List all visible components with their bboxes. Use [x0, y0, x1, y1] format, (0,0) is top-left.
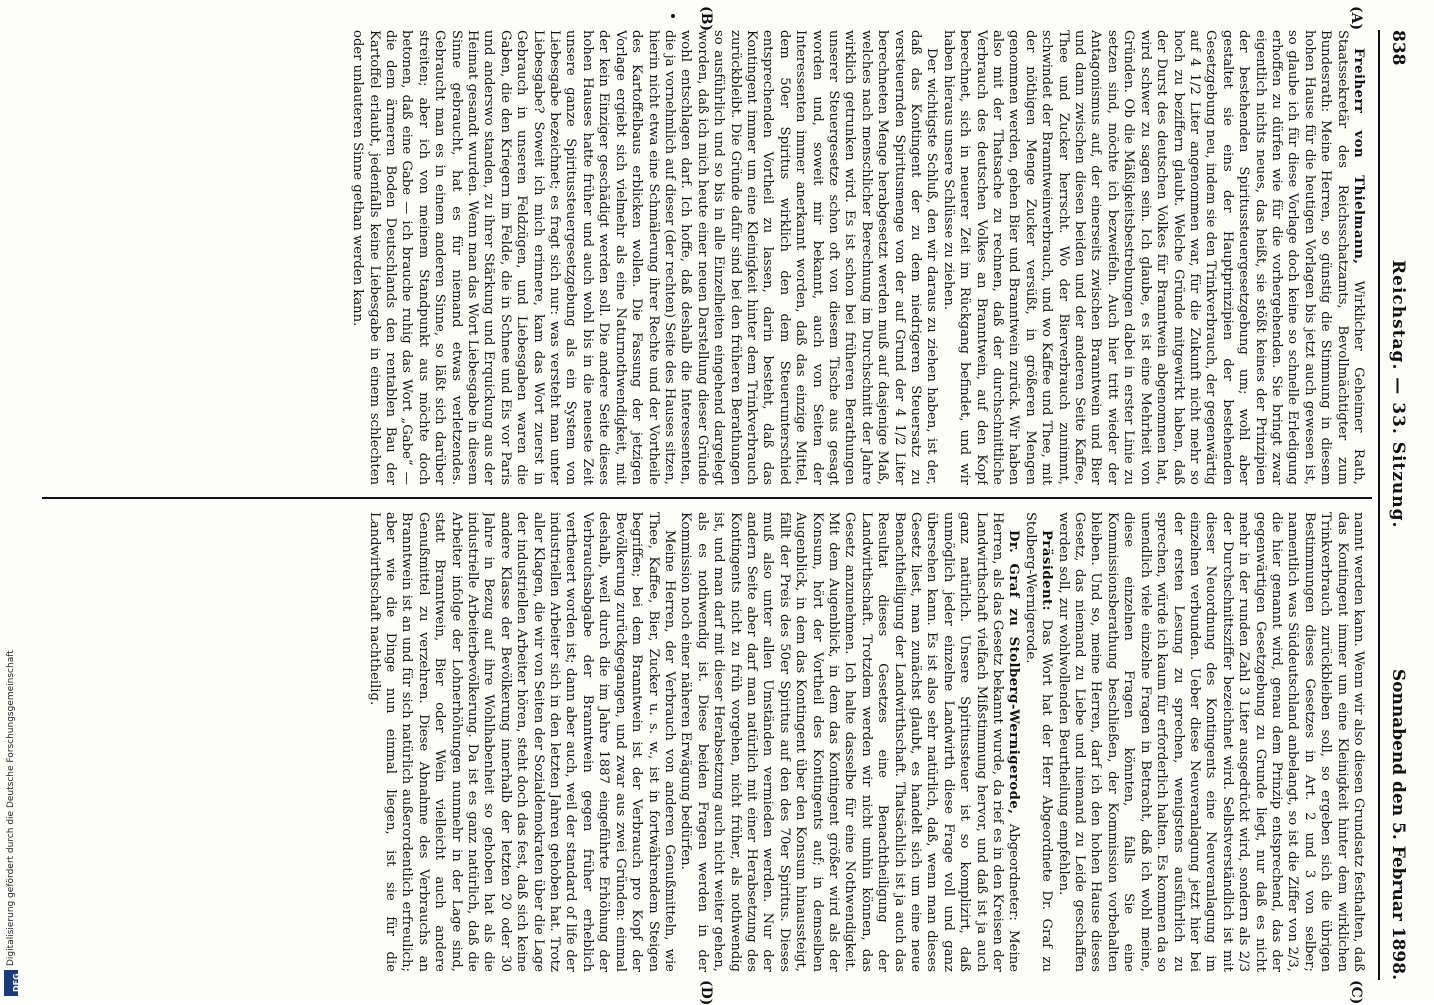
speaker-name: Freiherr von Thielmann, — [1351, 48, 1366, 265]
page-date: Sonnabend den 5. Februar 1898. — [1388, 668, 1408, 980]
paragraph-text: Der wichtigste Schluß, den wir daraus zu ziehen haben, ist der, daß das Kontingent der zu dem niedrigeren Steuersatz zu versteuernden Spiritusmenge von der auf Grund der 4 1/2 Liter berechneten Menge herabgesetzt werden muß auf dasjenige Maß, welches nach menschlicher Berechnung im Durchschnitt der Jahre wirklich getrunken wird. Es ist schon bei früheren Berathungen unserer Steuergesetze schon oft von diesem Tische aus gesagt worden und, soweit mir bekannt, auch von Seiten der Interessenten immer anerkannt worden, daß das einzige Mittel, dem 50er Spiritus wirklich den dem Steuerunterschied entsprechenden Vortheil zu lassen, darin besteht, daß das Kontingent immer um eine Kleinigkeit hinter dem Trinkverbrauch zurückbleibt. Die Gründe dafür sind bei den früheren Berathungen so ausführlich und so bis in alle Einzelheiten eingehend dargelegt worden, daß ich mich heute einer neuen Darstellung dieser Gründe wohl entschlagen darf. Ich hoffe, daß deshalb die Interessenten, die ja vornehmlich auf dieser (der rechten) Seite des Hauses sitzen, hierin nicht etwa eine Schmälerung ihrer Rechte und der Vortheile des Kartoffelbaus erblicken wollen. Die Fassung der jetzigen Vorlage ergiebt sich vielmehr als eine Naturnothwendigkeit, mit der kein Einziger geschädigt werden soll. Die andere Seite dieses hohen Hauses hatte früher und auch wohl bis in die neueste Zeit unsere ganze Spiritussteuergesetzgebung als ein System von Liebesgabe bezeichnet; es fragt sich nur: was versteht man unter Liebesgabe? Soweit ich mich erinnere, kam das Wort zuerst in Gebrauch in unseren Feldzügen, und Liebesgaben waren die Gaben, die den Kriegern im Felde, die in Schnee und Eis vor Paris und anderswo standen, zu ihrer Stärkung und Erquickung aus der Heimat gesandt wurden. Wenn man das Wort Liebesgabe in diesem Sinne gebraucht, hat es für niemand etwas verletzendes. Gebraucht man es in einem anderen Sinne, so läßt sich darüber streiten; aber ich von meinem Standpunkt aus möchte doch betonen, daß eine Gabe — ich brauche ruhig das Wort „Gabe“ — die dem ärmeren Boden Deutschlands den rentablen Bau der Kartoffel erlaubt, jedenfalls keine Liebesgabe in einem schlechten oder unlauteren Sinne gethan werden kann. — [350, 30, 940, 485]
column-divider — [42, 497, 1372, 499]
page-title: Reichstag. — 33. Sitzung. — [1388, 260, 1408, 529]
paragraph — [1021, 512, 1054, 972]
left-column — [36, 30, 1366, 485]
paragraph — [677, 512, 1022, 972]
paragraph — [1054, 512, 1366, 972]
paragraph-text: Meine Herren, der Verbrauch von anderen Genußmitteln, wie Thee, Kaffee, Bier, Zucker u. s. w., ist in fortwährendem Steigen begriffen; bei dem Branntwein ist der Verbrauch pro Kopf der Bevölkerung zurückgegangen, und zwar aus zwei Gründen: einmal deshalb, weil durch die im Jahre 1887 eingeführte Erhöhung der Verbrauchsabgabe der Branntwein gegen früher erheblich vertheuert worden ist; dann aber auch, weil der standard of life der industriellen Arbeiter sich in den letzten Jahren gehoben hat. Trotz aller Klagen, die wir von Seiten der Sozialdemokraten über die Lage der industriellen Arbeiter hören, steht doch das fest, daß sich keine andere Klasse der Bevölkerung innerhalb der letzten 20 oder 30 Jahre in Bezug auf ihre Wohlhabenheit so gehoben hat als die industrielle Arbeiterbevölkerung. Da ist es ganz natürlich, daß die Arbeiter infolge der Lohnerhöhungen nunmehr in der Lage sind, statt Branntwein, Bier oder Wein vielleicht auch andere Genußmittel zu verzehren. Diese Abnahme des Verbrauchs an Branntwein ist an und für sich natürlich außerordentlich erfreulich; aber wie die Dinge nun einmal liegen, ist sie für die Landwirthschaft nachtheilig. — [366, 512, 677, 972]
paragraph-text: nannt werden kann. Wenn wir also diesen Grundsatz festhalten, daß das Kontingent immer um eine Kleinigkeit hinter dem wirklichen Trinkverbrauch zurückbleiben soll, so ergeben sich die übrigen Bestimmungen dieses Gesetzes in Art. 2 und 3 von selber; namentlich was Süddeutschland anbelangt, so ist die Ziffer von 2/3, die hier genannt wird, genau dem Prinzip entsprechend, das der gegenwärtigen Gesetzgebung zu Grunde liegt, nur daß es nicht mehr in der runden Zahl 3 Liter ausgedrückt wird, sondern als 2/3 der Durchschnittsziffer bezeichnet wird. Selbstverständlich ist mit dieser Neuordnung des Kontingents eine Neuveranlagung im einzelnen verbunden. Ueber diese Neuveranlagung jetzt hier bei der ersten Lesung zu sprechen, wenigstens ausführlich zu sprechen, würde ich kaum für erforderlich halten. Es kommen da so unendlich viele einzelne Fragen in Betracht, daß ich wohl meine, diese einzelnen Fragen könnten, falls Sie eine Kommissionsberathung beschließen, der Kommission vorbehalten bleiben. Und so, meine Herren, darf ich den hohen Hause dieses Gesetz, das niemand zu Liebe und niemand zu Leide geschaffen werden soll, zur wohlwollenden Beurtheilung empfehlen. — [1055, 512, 1366, 972]
margin-marker-a: (A) — [1348, 6, 1364, 31]
credit-text: Digitalisierung gefördert durch die Deutsche Forschungsgemeinschaft — [6, 650, 16, 966]
paragraph-text: Wirklicher Geheimer Rath, Staatssekretär des Reichsschatzamts, Bevollmächtigter zum Bundesrath: Meine Herren, so günstig die Stimmung in diesem hohen Hause für die heutigen Vorlagen bis jetzt auch gewesen ist, so glaube ich für diese Vorlage doch keine so schnelle Erledigung erhoffen zu dürfen wie für die vorhergehenden. Sie bringt zwar eigentlich nichts neues, das heißt, sie stößt keines der Prinzipien der bestehenden Spiritussteuergesetzgebung um; wohl aber gestaltet sie eins der Hauptprinzipien der bestehenden Gesetzgebung neu, indem sie den Trinkverbrauch, der gegenwärtig auf 4 1/2 Liter angenommen war, für die Zukunft nicht mehr so hoch zu beziffern glaubt. Welche Gründe mitgewirkt haben, daß der Durst des deutschen Volkes für Branntwein abgenommen hat, wird schwer zu sagen sein. Ich glaube, es ist eine Mehrheit von Gründen. Ob die Mäßigkeitsbestrebungen dabei in erster Linie zu setzen sind, möchte ich bezweifeln. Auch hier tritt wieder der Antagonismus auf, der einerseits zwischen Branntwein und Bier und dann zwischen diesen beiden und der anderen Seite Kaffee, Thee und Zucker herrscht. Wo der Bierverbrauch zunimmt, schwindet der Branntweinverbrauch, und wo Kaffee und Thee, mit der nöthigen Menge Zucker versüßt, in größeren Mengen genommen werden, gehen Bier und Branntwein zurück. Wir haben also mit der Thatsache zu rechnen, daß der durchschnittliche Verbrauch des deutschen Volkes an Branntwein, auf den Kopf berechnet, sich in neuerer Zeit im Rückgang befindet, und wir haben hieraus unsere Schlüsse zu ziehen. — [940, 30, 1366, 485]
paragraph-text: Abgeordneter: Meine Herren, als das Gesetz bekannt wurde, da rief es in den Kreisen der Landwirthschaft vielfach Mißstimmung hervor, und daß ist ja auch ganz natürlich. Unsere Spiritussteuer ist so komplizirt, daß unmöglich jeder einzelne Landwirth diese Frage voll und ganz übersehen kann. Es ist also sehr natürlich, daß, wenn man dieses Gesetz liest, man zunächst glaubt, es handelt sich um eine neue Benachtheiligung der Landwirthschaft. Thatsächlich ist ja auch das Resultat dieses Gesetzes eine Benachtheiligung der Landwirthschaft. Trotzdem werden wir nicht umhin können, das Gesetz anzunehmen. Ich halte dasselbe für eine Nothwendigkeit. Mit dem Augenblick, in dem das Kontingent größer wird als der Konsum, hört der Vortheil des Kontingents auf; in demselben Augenblick, in dem das Kontingent über den Konsum hinaussteigt, fällt der Preis des 50er Spiritus auf den des 70er Spiritus. Dieses muß also unter allen Umständen vermieden werden. Nur der andern Seite aber darf man natürlich mit einer Herabsetzung des Kontingents nicht zu früh vorgehen, nicht früher, als nothwendig ist, und man darf mit dieser Herabsetzung auch nicht weiter gehen, als es nothwendig ist. Diese beiden Fragen werden in der Kommission noch einer näheren Erwägung bedürfen. — [678, 512, 1022, 972]
right-column — [36, 512, 1366, 972]
dfg-logo-icon: DFG — [4, 970, 18, 996]
speaker-name: Dr. Graf zu Stolberg-Wernigerode, — [1006, 530, 1022, 815]
speaker-name: Präsident: — [1039, 530, 1055, 612]
page-number: 838 — [1388, 30, 1408, 66]
page-header — [1378, 30, 1416, 980]
paragraph — [939, 30, 1366, 485]
paragraph — [349, 30, 940, 485]
ink-dot — [671, 14, 675, 18]
margin-marker-d: (D) — [698, 980, 714, 1005]
margin-marker-b: (B) — [698, 6, 714, 32]
paragraph-text: Das Wort hat der Herr Abgeordnete Dr. Graf zu Stolberg-Wernigerode. — [1022, 512, 1055, 972]
paragraph — [365, 512, 677, 972]
margin-marker-c: (C) — [1348, 980, 1364, 1005]
digitization-credit — [2, 596, 20, 996]
